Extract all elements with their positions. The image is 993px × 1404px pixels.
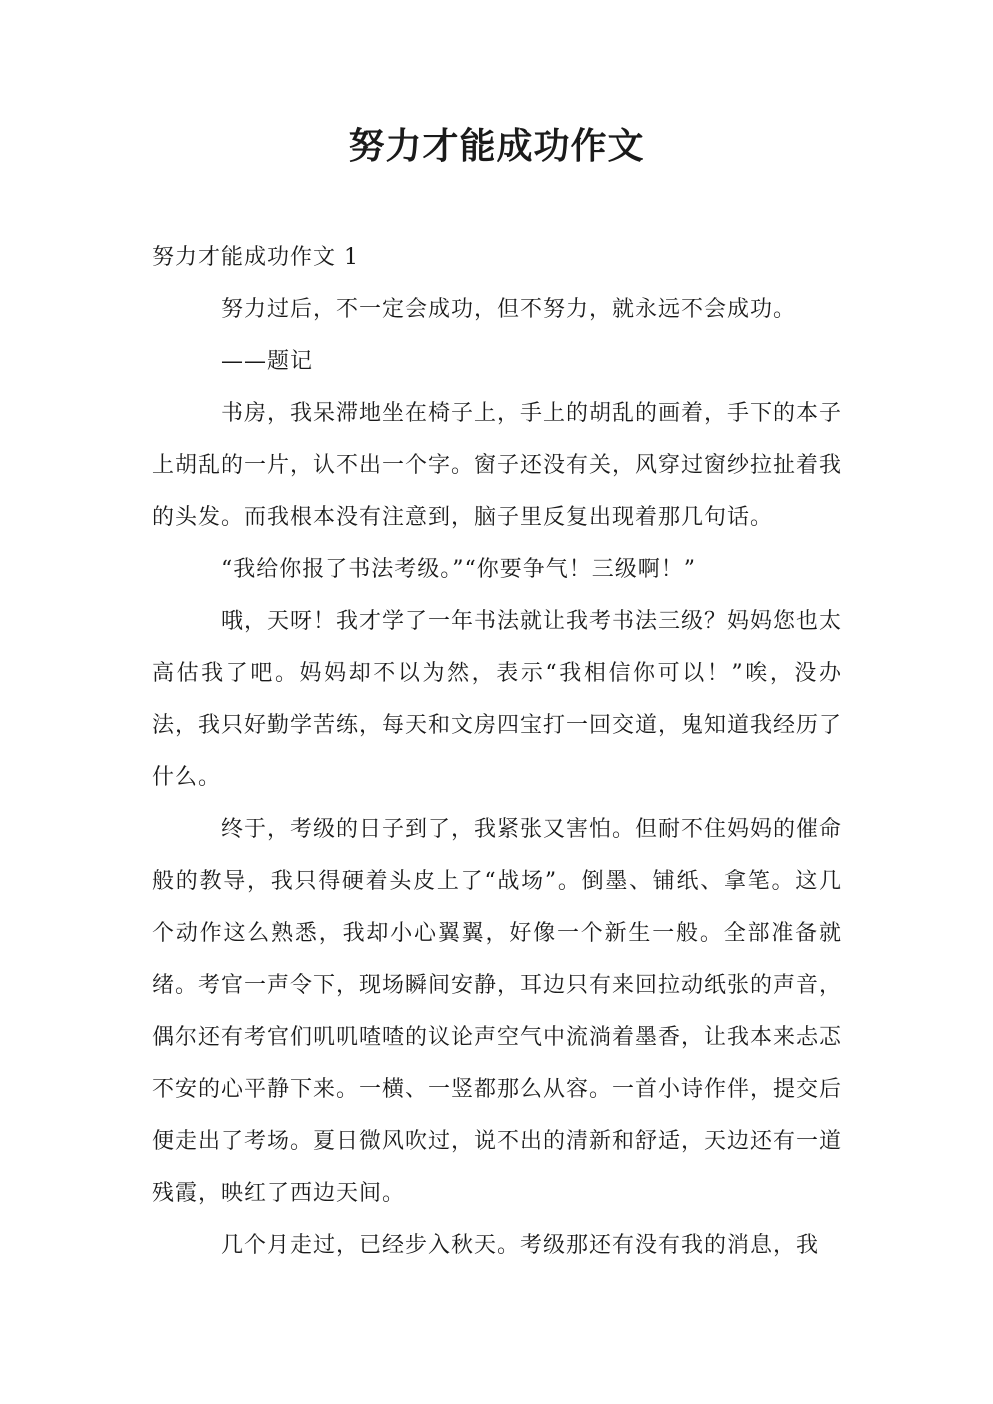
paragraph: 几个月走过，已经步入秋天。考级那还有没有我的消息，我	[221, 1233, 820, 1258]
document-body	[152, 232, 842, 1272]
paragraph: 终于，考级的日子到了，我紧张又害怕。但耐不住妈妈的催命般的教导，我只得硬着头皮上了“战场”。倒墨、铺纸、拿笔。这几个动作这么熟悉，我却小心翼翼，好像一个新生一般。全部准备就绪。考官一声令下，现场瞬间安静，耳边只有来回拉动纸张的声音，偶尔还有考官们叽叽喳喳的议论声空气中流淌着墨香，让我本来忐忑不安的心平静下来。一横、一竖都那么从容。一首小诗作伴，提交后便走出了考场。夏日微风吹过，说不出的清新和舒适，天边还有一道残霞，映红了西边天间。	[152, 817, 843, 1206]
paragraph: 书房，我呆滞地坐在椅子上，手上的胡乱的画着，手下的本子上胡乱的一片，认不出一个字。窗子还没有关，风穿过窗纱拉扯着我的头发。而我根本没有注意到，脑子里反复出现着那几句话。	[152, 401, 843, 530]
paragraph-quote: “我给你报了书法考级。”“你要争气！三级啊！”	[221, 557, 696, 582]
essay-heading: 努力才能成功作文 1	[152, 245, 359, 270]
paragraph-epigraph: 努力过后，不一定会成功，但不努力，就永远不会成功。	[221, 297, 797, 322]
document-title: 努力才能成功作文	[348, 125, 645, 167]
paragraph-epigraph-source: ——题记	[221, 349, 314, 374]
paragraph: 哦，天呀！我才学了一年书法就让我考书法三级？妈妈您也太高估我了吧。妈妈却不以为然，表示“我相信你可以！”唉，没办法，我只好勤学苦练，每天和文房四宝打一回交道，鬼知道我经历了什么。	[152, 609, 843, 790]
